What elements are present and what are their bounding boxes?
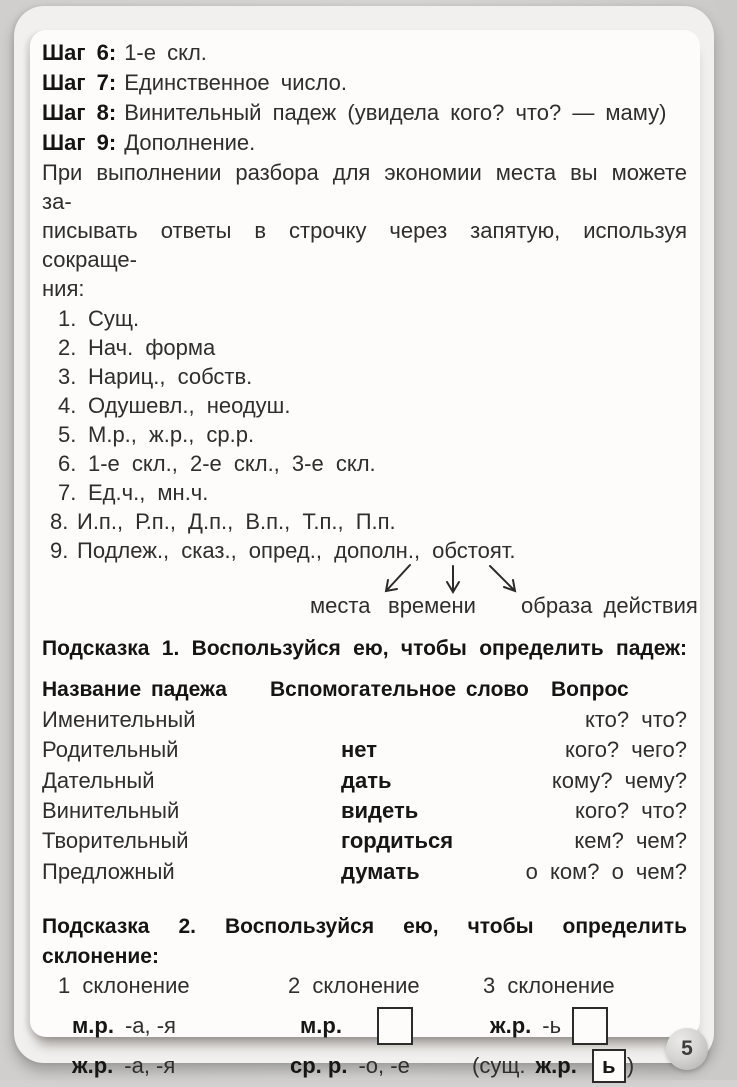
- gender-label: м.р.: [72, 1012, 114, 1038]
- declension-cell: [282, 1053, 466, 1079]
- list-item: [42, 507, 687, 536]
- list-text: И.п., Р.п., Д.п., В.п., Т.п., П.п.: [77, 509, 396, 534]
- list-item: [42, 536, 687, 565]
- list-item: [42, 304, 687, 333]
- endings: -а, -я: [124, 1053, 176, 1079]
- note-prefix: (сущ.: [472, 1053, 526, 1079]
- case-name: Именительный: [42, 707, 196, 733]
- case-name: Дательный: [42, 767, 155, 793]
- case-name: Родительный: [42, 737, 179, 763]
- abbreviation-list: [42, 304, 687, 565]
- helper-word: думать: [341, 858, 420, 884]
- list-item: [42, 478, 687, 507]
- arrow-label-obraza: образа действия: [521, 593, 698, 618]
- arrow-down-left-icon: [386, 565, 410, 591]
- declension-3-header: 3 склонение: [483, 972, 615, 998]
- table-row: [42, 796, 687, 826]
- list-number: 8.: [50, 509, 69, 534]
- step-text: Винительный падеж (увидела кого? что? — маму): [124, 100, 667, 125]
- case-question: кого? что?: [575, 798, 687, 824]
- step-text: Дополнение.: [124, 130, 256, 155]
- step-label: Шаг 7:: [42, 70, 117, 95]
- case-question: о ком? о чем?: [525, 858, 687, 884]
- list-item: [42, 449, 687, 478]
- declension-headers: [42, 972, 687, 1000]
- gender-label: ср. р.: [290, 1053, 348, 1079]
- helper-word: видеть: [341, 798, 419, 824]
- column-header-helper: Вспомогательное слово: [270, 678, 529, 701]
- page-number: 5: [681, 1037, 693, 1060]
- list-number: 4.: [58, 393, 77, 418]
- list-number: 9.: [50, 538, 69, 563]
- step-line: [42, 128, 687, 158]
- list-item: [42, 391, 687, 420]
- arrow-labels: [42, 593, 698, 618]
- declension-cell: [42, 1013, 282, 1039]
- hint1-title: Подсказка 1. Воспользуйся ею, чтобы определить падеж:: [42, 637, 687, 660]
- list-number: 3.: [58, 364, 77, 389]
- declension-cell: [282, 1007, 466, 1045]
- list-text: Сущ.: [88, 306, 140, 331]
- case-table-header: [42, 675, 687, 705]
- case-question: кого? чего?: [565, 737, 687, 763]
- page-number-badge: [666, 1028, 708, 1070]
- declension-cell: [42, 1053, 282, 1079]
- note-suffix: ): [626, 1053, 635, 1079]
- gender-label: ж.р.: [535, 1053, 577, 1079]
- arrow-label-mesta: места: [310, 593, 371, 618]
- declension-2-header: 2 склонение: [288, 972, 420, 998]
- arrow-label-vremeni: времени: [388, 593, 476, 618]
- list-text: Одушевл., неодуш.: [88, 393, 291, 418]
- list-text: Нариц., собств.: [88, 364, 253, 389]
- arrow-down-icon: [447, 566, 459, 592]
- list-text: Нач. форма: [88, 335, 216, 360]
- list-number: 7.: [58, 480, 77, 505]
- gender-label: м.р.: [300, 1012, 342, 1038]
- declension-1-header: 1 склонение: [58, 972, 190, 998]
- endings: -ь: [542, 1012, 562, 1038]
- case-question: кто? что?: [584, 707, 687, 733]
- fill-in-box: [377, 1007, 413, 1045]
- list-item: [42, 333, 687, 362]
- list-text: Ед.ч., мн.ч.: [88, 480, 209, 505]
- list-number: 2.: [58, 335, 77, 360]
- arrow-diagram: [42, 563, 687, 595]
- content-panel: [30, 30, 700, 1079]
- case-name: Предложный: [42, 858, 175, 884]
- gender-label: ж.р.: [490, 1012, 532, 1038]
- column-header-question: Вопрос: [551, 678, 629, 701]
- case-question: кем? чем?: [574, 828, 687, 854]
- helper-word: нет: [341, 737, 378, 763]
- step-label: Шаг 9:: [42, 130, 117, 155]
- step-text: Единственное число.: [124, 70, 347, 95]
- steps-block: [42, 38, 687, 158]
- list-number: 5.: [58, 422, 77, 447]
- table-row: [42, 705, 687, 735]
- soft-sign-box: ь: [592, 1049, 626, 1083]
- declension-row: [42, 1046, 687, 1087]
- declension-row: [42, 1006, 687, 1046]
- list-number: 1.: [58, 306, 77, 331]
- fill-in-box: [572, 1007, 608, 1045]
- declension-cell: [466, 1049, 687, 1083]
- intro-paragraph: [42, 158, 687, 303]
- intro-line: ния:: [42, 276, 85, 301]
- gender-label: ж.р.: [72, 1053, 114, 1079]
- list-number: 6.: [58, 451, 77, 476]
- helper-word: дать: [341, 767, 392, 793]
- arrow-down-right-icon: [490, 566, 515, 591]
- case-question: кому? чему?: [551, 767, 687, 793]
- list-item: [42, 420, 687, 449]
- table-row: [42, 856, 687, 886]
- helper-word: гордиться: [341, 828, 454, 854]
- intro-line: писывать ответы в строчку через запятую, используя сокраще-: [42, 218, 687, 272]
- table-row: [42, 735, 687, 765]
- endings: -о, -е: [358, 1053, 410, 1079]
- list-text: М.р., ж.р., ср.р.: [88, 422, 255, 447]
- list-item: [42, 362, 687, 391]
- step-line: [42, 68, 687, 98]
- case-table: [42, 705, 687, 887]
- page-sheet: [14, 6, 714, 1079]
- step-label: Шаг 6:: [42, 40, 117, 65]
- step-line: [42, 98, 687, 128]
- table-row: [42, 766, 687, 796]
- declension-cell: [466, 1007, 687, 1045]
- list-text: Подлеж., сказ., опред., дополн., обстоят.: [77, 538, 516, 563]
- endings: -а, -я: [124, 1012, 176, 1038]
- list-text: 1-е скл., 2-е скл., 3-е скл.: [88, 451, 376, 476]
- step-text: 1-е скл.: [124, 40, 207, 65]
- table-row: [42, 826, 687, 856]
- case-name: Винительный: [42, 798, 180, 824]
- case-name: Творительный: [42, 828, 189, 854]
- step-label: Шаг 8:: [42, 100, 117, 125]
- step-line: [42, 38, 687, 68]
- hint2-title: Подсказка 2. Воспользуйся ею, чтобы определить склонение:: [42, 914, 687, 968]
- column-header-case: Название падежа: [42, 678, 227, 701]
- intro-line: При выполнении разбора для экономии места вы можете за-: [42, 160, 687, 214]
